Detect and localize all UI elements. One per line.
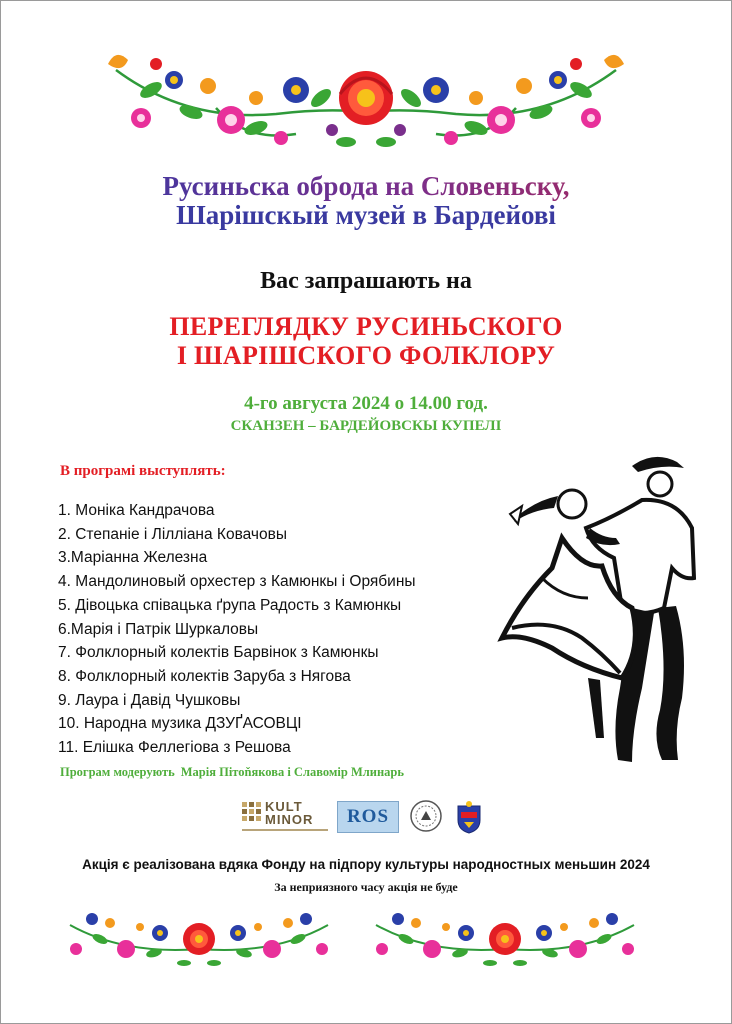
moderators-names: Марія Пітоňякова і Славомір Млинарь (180, 765, 404, 779)
program-item: 4. Мандолиновый орхестер з Камюнкы і Орябины (58, 573, 416, 591)
kult-minor-underline (242, 829, 328, 831)
invite-text: Вас запрашають на (260, 268, 472, 294)
weather-note: За неприязного часу акція не буде (274, 880, 458, 894)
sponsor-logos (240, 797, 500, 837)
program-item: 2. Степаніе і Лілліана Ковачовы (58, 525, 287, 543)
kult-minor-word-2: MINOR (265, 812, 314, 827)
dancing-couple-illustration (492, 448, 707, 773)
kult-minor-grid-icon (242, 802, 262, 822)
event-date: 4-го августа 2024 о 14.00 год. (244, 393, 488, 414)
ros-logo-text: ROS (346, 806, 390, 827)
organizer-heading (0, 172, 732, 230)
program-item: 6.Марія і Патрік Шуркаловы (58, 620, 259, 638)
region-crest-logo (454, 800, 484, 834)
program-item: 8. Фолклорный колектів Заруба з Нягова (58, 667, 351, 685)
program-item: 10. Народна музика ДЗУҐАСОВЦІ (58, 715, 302, 733)
organizer-line-1: Русиньска оброда на Словеньску, (0, 172, 732, 201)
museum-seal-logo (410, 800, 442, 832)
organizer-line-2: Шарішскый музей в Бардейові (176, 200, 556, 230)
program-item: 11. Елішка Феллегіова з Решова (58, 739, 291, 757)
top-floral-ornament (96, 42, 636, 160)
program-item: 1. Моніка Кандрачова (58, 502, 215, 519)
program-item: 7. Фолклорный колектів Барвінок з Камюнкы (58, 644, 379, 662)
program-item: 9. Лаура і Давід Чушковы (58, 691, 241, 709)
ros-logo (337, 801, 399, 833)
event-title (0, 312, 732, 370)
event-title-line-2: І ШАРІШСКОГО ФОЛКЛОРУ (176, 341, 556, 370)
program-item: 5. Дівоцька співацька ґрупа Радость з Камюнкы (58, 596, 402, 614)
program-item: 3.Маріанна Железна (58, 549, 208, 567)
event-place: СКАНЗЕН – БАРДЕЙОВСКЫ КУПЕЛІ (230, 418, 502, 434)
bottom-floral-ornament (64, 905, 676, 969)
program-title: В програмі выступлять: (60, 463, 226, 479)
program-list (58, 499, 416, 760)
moderators (60, 765, 404, 780)
funding-note: Акція є реалізована вдяка Фонду на підпору культуры народностных меньшин 2024 (82, 857, 650, 872)
kult-minor-word-1: KULT (265, 799, 303, 814)
moderators-label: Програм модерують (60, 765, 175, 779)
event-title-line-1: ПЕРЕГЛЯДКУ РУСИНЬСКОГО (169, 312, 563, 341)
kult-minor-logo (240, 797, 332, 835)
